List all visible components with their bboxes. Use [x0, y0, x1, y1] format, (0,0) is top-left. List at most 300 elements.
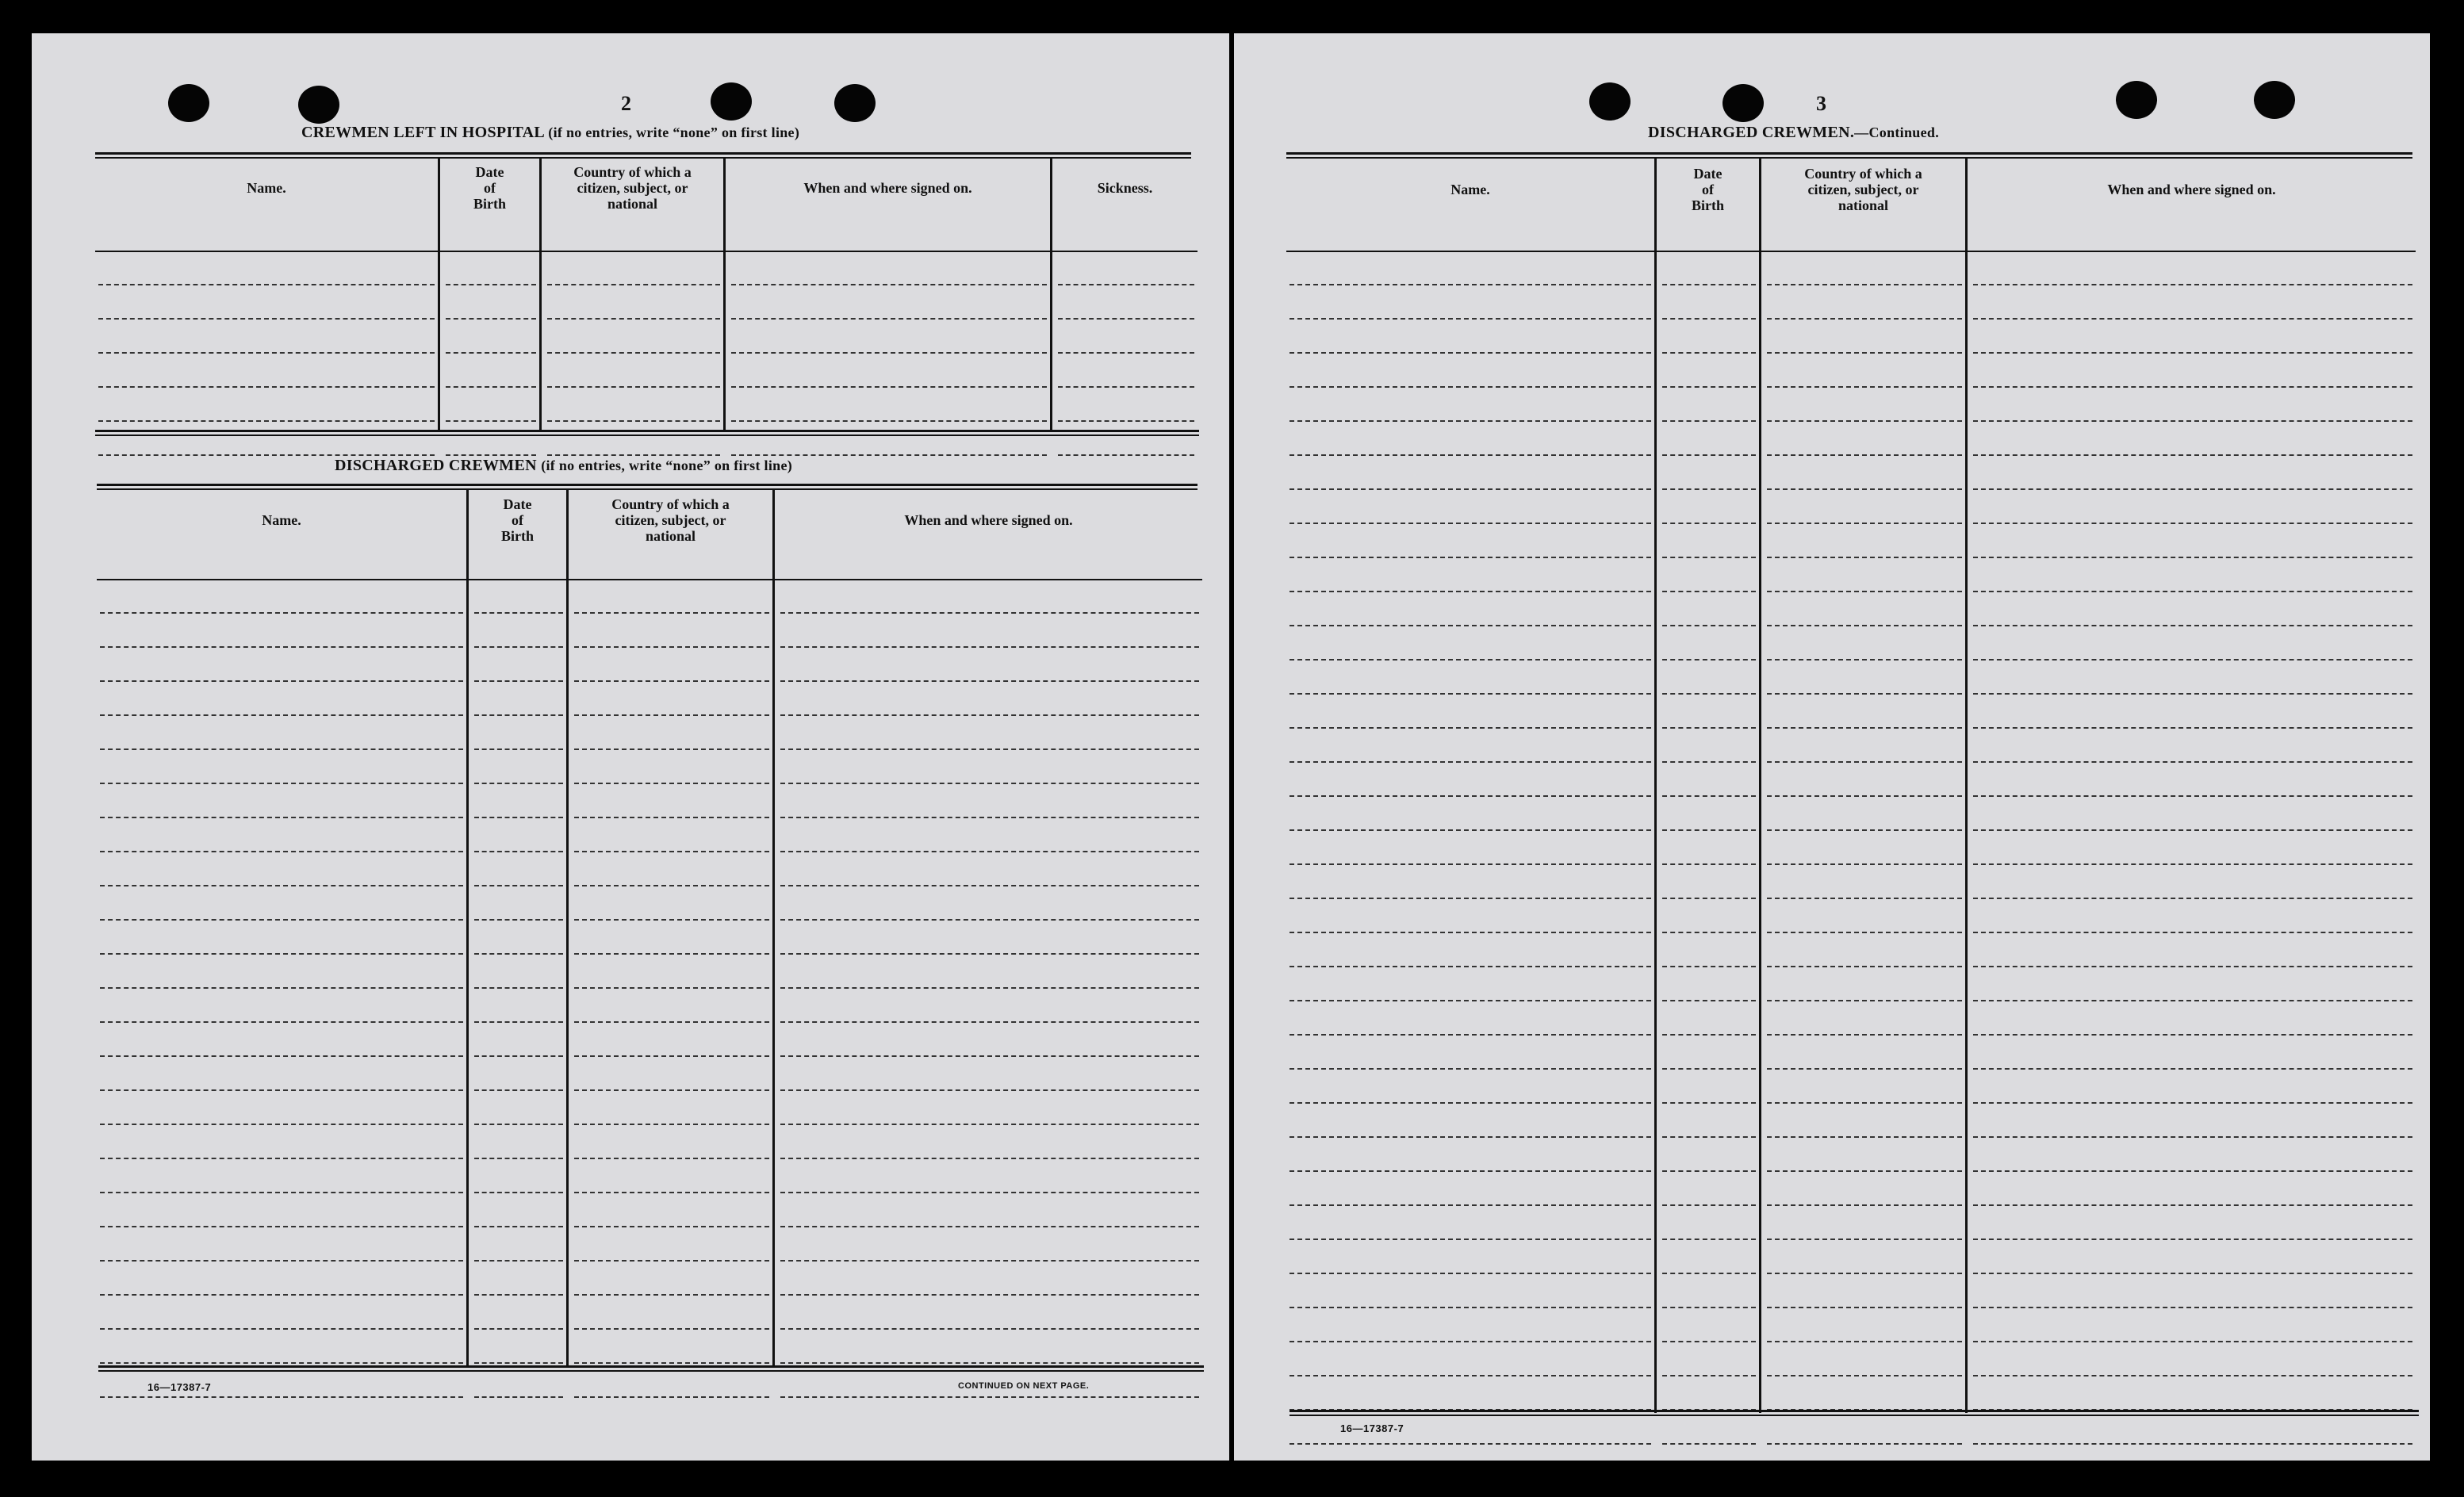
blank-entry-line: [474, 817, 563, 818]
blank-entry-line: [1767, 1443, 1962, 1445]
blank-entry-line: [1289, 1034, 1651, 1036]
blank-entry-line: [474, 1192, 563, 1193]
blank-entry-line: [1767, 898, 1962, 899]
blank-entry-line: [474, 1362, 563, 1364]
blank-entry-line: [1767, 625, 1962, 626]
punch-hole: [1589, 82, 1631, 121]
blank-entry-line: [100, 1226, 463, 1227]
blank-entry-line: [1662, 454, 1756, 456]
blank-entry-line: [1973, 352, 2412, 354]
column-header-signed-on: When and where signed on.: [904, 512, 1073, 528]
discharged-instruction: (if no entries, write “none” on first line): [541, 458, 793, 473]
blank-entry-line: [780, 783, 1199, 784]
blank-entry-line: [100, 851, 463, 852]
blank-entry-line: [1767, 727, 1962, 729]
blank-entry-line: [574, 1396, 769, 1398]
blank-entry-line: [1289, 1273, 1651, 1274]
blank-entry-line: [474, 1089, 563, 1091]
blank-entry-line: [780, 1158, 1199, 1159]
blank-entry-line: [1289, 1443, 1651, 1445]
blank-entry-line: [574, 987, 769, 989]
blank-entry-line: [1662, 1204, 1756, 1206]
blank-entry-line: [98, 454, 435, 456]
right-page: [1234, 33, 2430, 1461]
blank-entry-line: [1973, 454, 2412, 456]
blank-entry-line: [780, 1362, 1199, 1364]
blank-entry-line: [474, 748, 563, 750]
blank-entry-line: [446, 352, 536, 354]
hospital-instruction: (if no entries, write “none” on first line): [548, 124, 800, 140]
blank-entry-line: [100, 714, 463, 716]
blank-entry-line: [1767, 1239, 1962, 1240]
blank-entry-line: [1767, 693, 1962, 695]
punch-hole: [2116, 81, 2157, 119]
blank-entry-line: [100, 987, 463, 989]
blank-entry-line: [1289, 420, 1651, 422]
blank-entry-line: [1973, 1034, 2412, 1036]
blank-entry-line: [1973, 386, 2412, 388]
blank-entry-line: [100, 1294, 463, 1296]
blank-entry-line: [100, 1089, 463, 1091]
blank-entry-line: [474, 885, 563, 886]
blank-entry-line: [474, 1021, 563, 1023]
blank-entry-line: [1973, 1307, 2412, 1308]
blank-entry-line: [1767, 386, 1962, 388]
blank-entry-line: [100, 1260, 463, 1262]
punch-hole: [168, 84, 209, 122]
column-header-name: Name.: [247, 180, 286, 196]
blank-entry-line: [1973, 591, 2412, 592]
blank-entry-line: [1662, 761, 1756, 763]
blank-entry-line: [1973, 898, 2412, 899]
blank-entry-line: [98, 386, 435, 388]
blank-entry-line: [780, 680, 1199, 682]
blank-entry-line: [446, 454, 536, 456]
blank-entry-line: [1767, 1375, 1962, 1376]
blank-entry-line: [574, 1192, 769, 1193]
blank-entry-line: [1662, 1068, 1756, 1070]
blank-entry-line: [1973, 761, 2412, 763]
blank-entry-line: [474, 783, 563, 784]
blank-entry-line: [780, 748, 1199, 750]
blank-entry-line: [1289, 795, 1651, 797]
blank-entry-line: [1289, 966, 1651, 967]
punch-hole: [1723, 84, 1764, 122]
blank-entry-line: [100, 1021, 463, 1023]
column-header-signed-on: When and where signed on.: [2107, 182, 2276, 197]
blank-entry-line: [574, 1294, 769, 1296]
blank-entry-line: [1058, 454, 1194, 456]
blank-entry-line: [446, 386, 536, 388]
blank-entry-line: [574, 1362, 769, 1364]
blank-entry-line: [1973, 625, 2412, 626]
blank-entry-line: [1973, 659, 2412, 660]
page-number: 3: [1816, 92, 1826, 115]
blank-entry-line: [780, 1124, 1199, 1125]
blank-entry-line: [98, 284, 435, 285]
blank-entry-line: [1973, 863, 2412, 865]
blank-entry-line: [547, 352, 720, 354]
blank-entry-line: [474, 1158, 563, 1159]
blank-entry-line: [1767, 829, 1962, 831]
blank-entry-line: [98, 420, 435, 422]
blank-entry-line: [1289, 386, 1651, 388]
blank-entry-line: [574, 1328, 769, 1330]
blank-entry-line: [780, 612, 1199, 614]
blank-entry-line: [1973, 557, 2412, 558]
blank-entry-line: [446, 318, 536, 320]
blank-entry-line: [1767, 1034, 1962, 1036]
header-underline: [1286, 251, 2416, 252]
blank-entry-line: [100, 1158, 463, 1159]
blank-entry-line: [1662, 1170, 1756, 1172]
blank-entry-line: [1767, 932, 1962, 933]
column-divider: [1759, 159, 1761, 1413]
blank-entry-line: [100, 646, 463, 648]
blank-entry-line: [574, 953, 769, 955]
hospital-table: [95, 159, 1198, 431]
blank-entry-line: [547, 318, 720, 320]
blank-entry-line: [474, 953, 563, 955]
blank-entry-line: [474, 1260, 563, 1262]
blank-entry-line: [1289, 1375, 1651, 1376]
blank-entry-line: [474, 612, 563, 614]
blank-entry-line: [780, 953, 1199, 955]
blank-entry-line: [100, 953, 463, 955]
discharged-continued-title: [1648, 124, 1939, 142]
blank-entry-line: [1767, 1102, 1962, 1104]
blank-entry-line: [1289, 352, 1651, 354]
blank-entry-line: [1973, 1239, 2412, 1240]
blank-entry-line: [1058, 318, 1194, 320]
discharged-section-title: [335, 457, 792, 475]
blank-entry-line: [1767, 1307, 1962, 1308]
continued-suffix: —Continued.: [1854, 124, 1939, 140]
blank-entry-line: [1767, 795, 1962, 797]
blank-entry-line: [1767, 1341, 1962, 1342]
blank-entry-line: [1289, 727, 1651, 729]
blank-entry-line: [100, 1124, 463, 1125]
blank-entry-line: [1289, 1239, 1651, 1240]
blank-entry-line: [574, 851, 769, 852]
blank-entry-line: [1973, 488, 2412, 490]
blank-entry-line: [731, 386, 1047, 388]
blank-entry-line: [1289, 1068, 1651, 1070]
column-header-date-of-birth: Date of Birth: [1691, 166, 1724, 213]
blank-entry-line: [1662, 727, 1756, 729]
blank-entry-line: [1767, 659, 1962, 660]
blank-entry-line: [1058, 352, 1194, 354]
blank-entry-line: [1767, 352, 1962, 354]
blank-entry-line: [1289, 523, 1651, 524]
header-underline: [97, 579, 1202, 580]
blank-entry-line: [1662, 932, 1756, 933]
blank-entry-line: [731, 454, 1047, 456]
blank-entry-line: [780, 1226, 1199, 1227]
blank-entry-line: [574, 817, 769, 818]
punch-hole: [298, 86, 339, 124]
continued-note: CONTINUED ON NEXT PAGE.: [958, 1381, 1090, 1391]
blank-entry-line: [574, 919, 769, 921]
blank-entry-line: [731, 352, 1047, 354]
blank-entry-line: [474, 851, 563, 852]
punch-hole: [711, 82, 752, 121]
blank-entry-line: [100, 783, 463, 784]
blank-entry-line: [474, 1226, 563, 1227]
blank-entry-line: [1662, 829, 1756, 831]
column-header-country: Country of which a citizen, subject, or national: [1804, 166, 1922, 213]
blank-entry-line: [1662, 1034, 1756, 1036]
blank-entry-line: [1662, 557, 1756, 558]
blank-entry-line: [574, 1260, 769, 1262]
discharged-continued-table: [1286, 159, 2416, 1413]
blank-entry-line: [1662, 523, 1756, 524]
blank-entry-line: [1973, 727, 2412, 729]
blank-entry-line: [1973, 693, 2412, 695]
blank-entry-line: [780, 1294, 1199, 1296]
blank-entry-line: [1767, 523, 1962, 524]
blank-entry-line: [1058, 284, 1194, 285]
blank-entry-line: [1973, 1102, 2412, 1104]
blank-entry-line: [780, 1192, 1199, 1193]
blank-entry-line: [1973, 1136, 2412, 1138]
header-rule: [95, 152, 1191, 159]
blank-entry-line: [547, 420, 720, 422]
blank-entry-line: [1662, 352, 1756, 354]
blank-entry-line: [780, 1396, 1199, 1398]
column-divider: [772, 490, 775, 1367]
blank-entry-line: [1973, 1341, 2412, 1342]
column-header-date-of-birth: Date of Birth: [500, 496, 534, 544]
blank-entry-line: [1662, 488, 1756, 490]
blank-entry-line: [1058, 420, 1194, 422]
table-bottom-rule: [98, 1365, 1204, 1372]
blank-entry-line: [1289, 1341, 1651, 1342]
blank-entry-line: [1973, 829, 2412, 831]
table-bottom-rule: [1289, 1410, 2419, 1416]
column-header-signed-on: When and where signed on.: [803, 180, 972, 196]
blank-entry-line: [1662, 420, 1756, 422]
blank-entry-line: [1662, 284, 1756, 285]
blank-entry-line: [474, 1294, 563, 1296]
left-page: [32, 33, 1229, 1461]
blank-entry-line: [1289, 829, 1651, 831]
blank-entry-line: [1058, 386, 1194, 388]
blank-entry-line: [1662, 1136, 1756, 1138]
blank-entry-line: [1662, 1239, 1756, 1240]
blank-entry-line: [731, 420, 1047, 422]
blank-entry-line: [100, 748, 463, 750]
blank-entry-line: [574, 714, 769, 716]
blank-entry-line: [780, 1055, 1199, 1057]
blank-entry-line: [1662, 1443, 1756, 1445]
blank-entry-line: [574, 646, 769, 648]
hospital-title-text: CREWMEN LEFT IN HOSPITAL: [301, 124, 544, 141]
blank-entry-line: [1662, 898, 1756, 899]
blank-entry-line: [1289, 557, 1651, 558]
blank-entry-line: [1662, 1341, 1756, 1342]
header-rule: [97, 484, 1198, 490]
blank-entry-line: [98, 352, 435, 354]
blank-entry-line: [474, 919, 563, 921]
blank-entry-line: [1289, 318, 1651, 320]
blank-entry-line: [1767, 1136, 1962, 1138]
blank-entry-line: [446, 284, 536, 285]
blank-entry-line: [1767, 1000, 1962, 1001]
blank-entry-line: [1973, 1170, 2412, 1172]
blank-entry-line: [474, 714, 563, 716]
blank-entry-line: [1289, 1102, 1651, 1104]
blank-entry-line: [1973, 1000, 2412, 1001]
blank-entry-line: [474, 1055, 563, 1057]
blank-entry-line: [1973, 284, 2412, 285]
blank-entry-line: [1767, 591, 1962, 592]
blank-entry-line: [474, 987, 563, 989]
blank-entry-line: [1289, 1204, 1651, 1206]
blank-entry-line: [780, 987, 1199, 989]
blank-entry-line: [1767, 454, 1962, 456]
blank-entry-line: [1767, 1204, 1962, 1206]
blank-entry-line: [1973, 1204, 2412, 1206]
hospital-section-title: [301, 124, 799, 142]
blank-entry-line: [574, 1089, 769, 1091]
blank-entry-line: [100, 680, 463, 682]
blank-entry-line: [1289, 863, 1651, 865]
blank-entry-line: [1289, 1170, 1651, 1172]
blank-entry-line: [1289, 625, 1651, 626]
blank-entry-line: [1289, 761, 1651, 763]
blank-entry-line: [574, 748, 769, 750]
form-number: 16—17387-7: [1340, 1422, 1404, 1434]
blank-entry-line: [731, 318, 1047, 320]
blank-entry-line: [1289, 898, 1651, 899]
blank-entry-line: [1767, 1273, 1962, 1274]
blank-entry-line: [1767, 420, 1962, 422]
column-divider: [1654, 159, 1657, 1413]
blank-entry-line: [1973, 932, 2412, 933]
discharged-table: [97, 490, 1202, 1367]
blank-entry-line: [1973, 1443, 2412, 1445]
blank-entry-line: [1289, 659, 1651, 660]
blank-entry-line: [1767, 1068, 1962, 1070]
blank-entry-line: [1662, 863, 1756, 865]
blank-entry-line: [780, 817, 1199, 818]
blank-entry-line: [100, 1192, 463, 1193]
blank-entry-line: [1767, 863, 1962, 865]
blank-entry-line: [1973, 420, 2412, 422]
blank-entry-line: [1662, 1102, 1756, 1104]
punch-hole: [2254, 81, 2295, 119]
blank-entry-line: [446, 420, 536, 422]
column-header-country: Country of which a citizen, subject, or national: [573, 164, 692, 212]
blank-entry-line: [1289, 693, 1651, 695]
blank-entry-line: [1767, 318, 1962, 320]
column-divider: [566, 490, 569, 1367]
blank-entry-line: [100, 1362, 463, 1364]
blank-entry-line: [1662, 659, 1756, 660]
blank-entry-line: [780, 714, 1199, 716]
blank-entry-line: [100, 1328, 463, 1330]
blank-entry-line: [1973, 523, 2412, 524]
blank-entry-line: [474, 1328, 563, 1330]
punch-hole: [834, 84, 876, 122]
blank-entry-line: [1662, 591, 1756, 592]
blank-entry-line: [574, 1226, 769, 1227]
blank-entry-line: [780, 1260, 1199, 1262]
blank-entry-line: [547, 284, 720, 285]
blank-entry-line: [474, 646, 563, 648]
blank-entry-line: [780, 1089, 1199, 1091]
blank-entry-line: [780, 885, 1199, 886]
blank-entry-line: [1662, 318, 1756, 320]
blank-entry-line: [1662, 1273, 1756, 1274]
blank-entry-line: [100, 612, 463, 614]
blank-entry-line: [574, 1124, 769, 1125]
blank-entry-line: [1289, 1307, 1651, 1308]
page-number: 2: [621, 92, 631, 115]
blank-entry-line: [100, 1055, 463, 1057]
header-rule: [1286, 152, 2412, 159]
discharged-title-text: DISCHARGED CREWMEN: [335, 457, 537, 474]
blank-entry-line: [474, 680, 563, 682]
blank-entry-line: [780, 646, 1199, 648]
blank-entry-line: [1767, 284, 1962, 285]
blank-entry-line: [1662, 966, 1756, 967]
blank-entry-line: [1289, 1000, 1651, 1001]
blank-entry-line: [1289, 454, 1651, 456]
blank-entry-line: [1973, 1273, 2412, 1274]
blank-entry-line: [780, 919, 1199, 921]
blank-entry-line: [100, 885, 463, 886]
column-divider: [466, 490, 469, 1367]
column-divider: [1965, 159, 1968, 1413]
blank-entry-line: [1973, 795, 2412, 797]
blank-entry-line: [100, 1396, 463, 1398]
blank-entry-line: [1973, 318, 2412, 320]
column-header-sickness: Sickness.: [1097, 180, 1153, 196]
blank-entry-line: [1289, 591, 1651, 592]
column-header-country: Country of which a citizen, subject, or national: [611, 496, 730, 544]
blank-entry-line: [98, 318, 435, 320]
blank-entry-line: [1767, 761, 1962, 763]
blank-entry-line: [1662, 1307, 1756, 1308]
blank-entry-line: [1662, 625, 1756, 626]
blank-entry-line: [547, 454, 720, 456]
discharged-continued-title-text: DISCHARGED CREWMEN.: [1648, 124, 1855, 141]
blank-entry-line: [731, 284, 1047, 285]
blank-entry-line: [1767, 488, 1962, 490]
blank-entry-line: [574, 885, 769, 886]
column-header-name: Name.: [1450, 182, 1490, 197]
column-header-name: Name.: [262, 512, 301, 528]
blank-entry-line: [1662, 1375, 1756, 1376]
blank-entry-line: [1973, 966, 2412, 967]
blank-entry-line: [1662, 1000, 1756, 1001]
blank-entry-line: [780, 851, 1199, 852]
blank-entry-line: [574, 783, 769, 784]
blank-entry-line: [574, 1158, 769, 1159]
blank-entry-line: [100, 919, 463, 921]
table-bottom-rule: [95, 430, 1199, 436]
blank-entry-line: [574, 680, 769, 682]
blank-entry-line: [1767, 557, 1962, 558]
blank-entry-line: [780, 1328, 1199, 1330]
blank-entry-line: [1289, 488, 1651, 490]
blank-entry-line: [1662, 386, 1756, 388]
blank-entry-line: [1662, 795, 1756, 797]
blank-entry-line: [100, 817, 463, 818]
blank-entry-line: [1767, 1170, 1962, 1172]
